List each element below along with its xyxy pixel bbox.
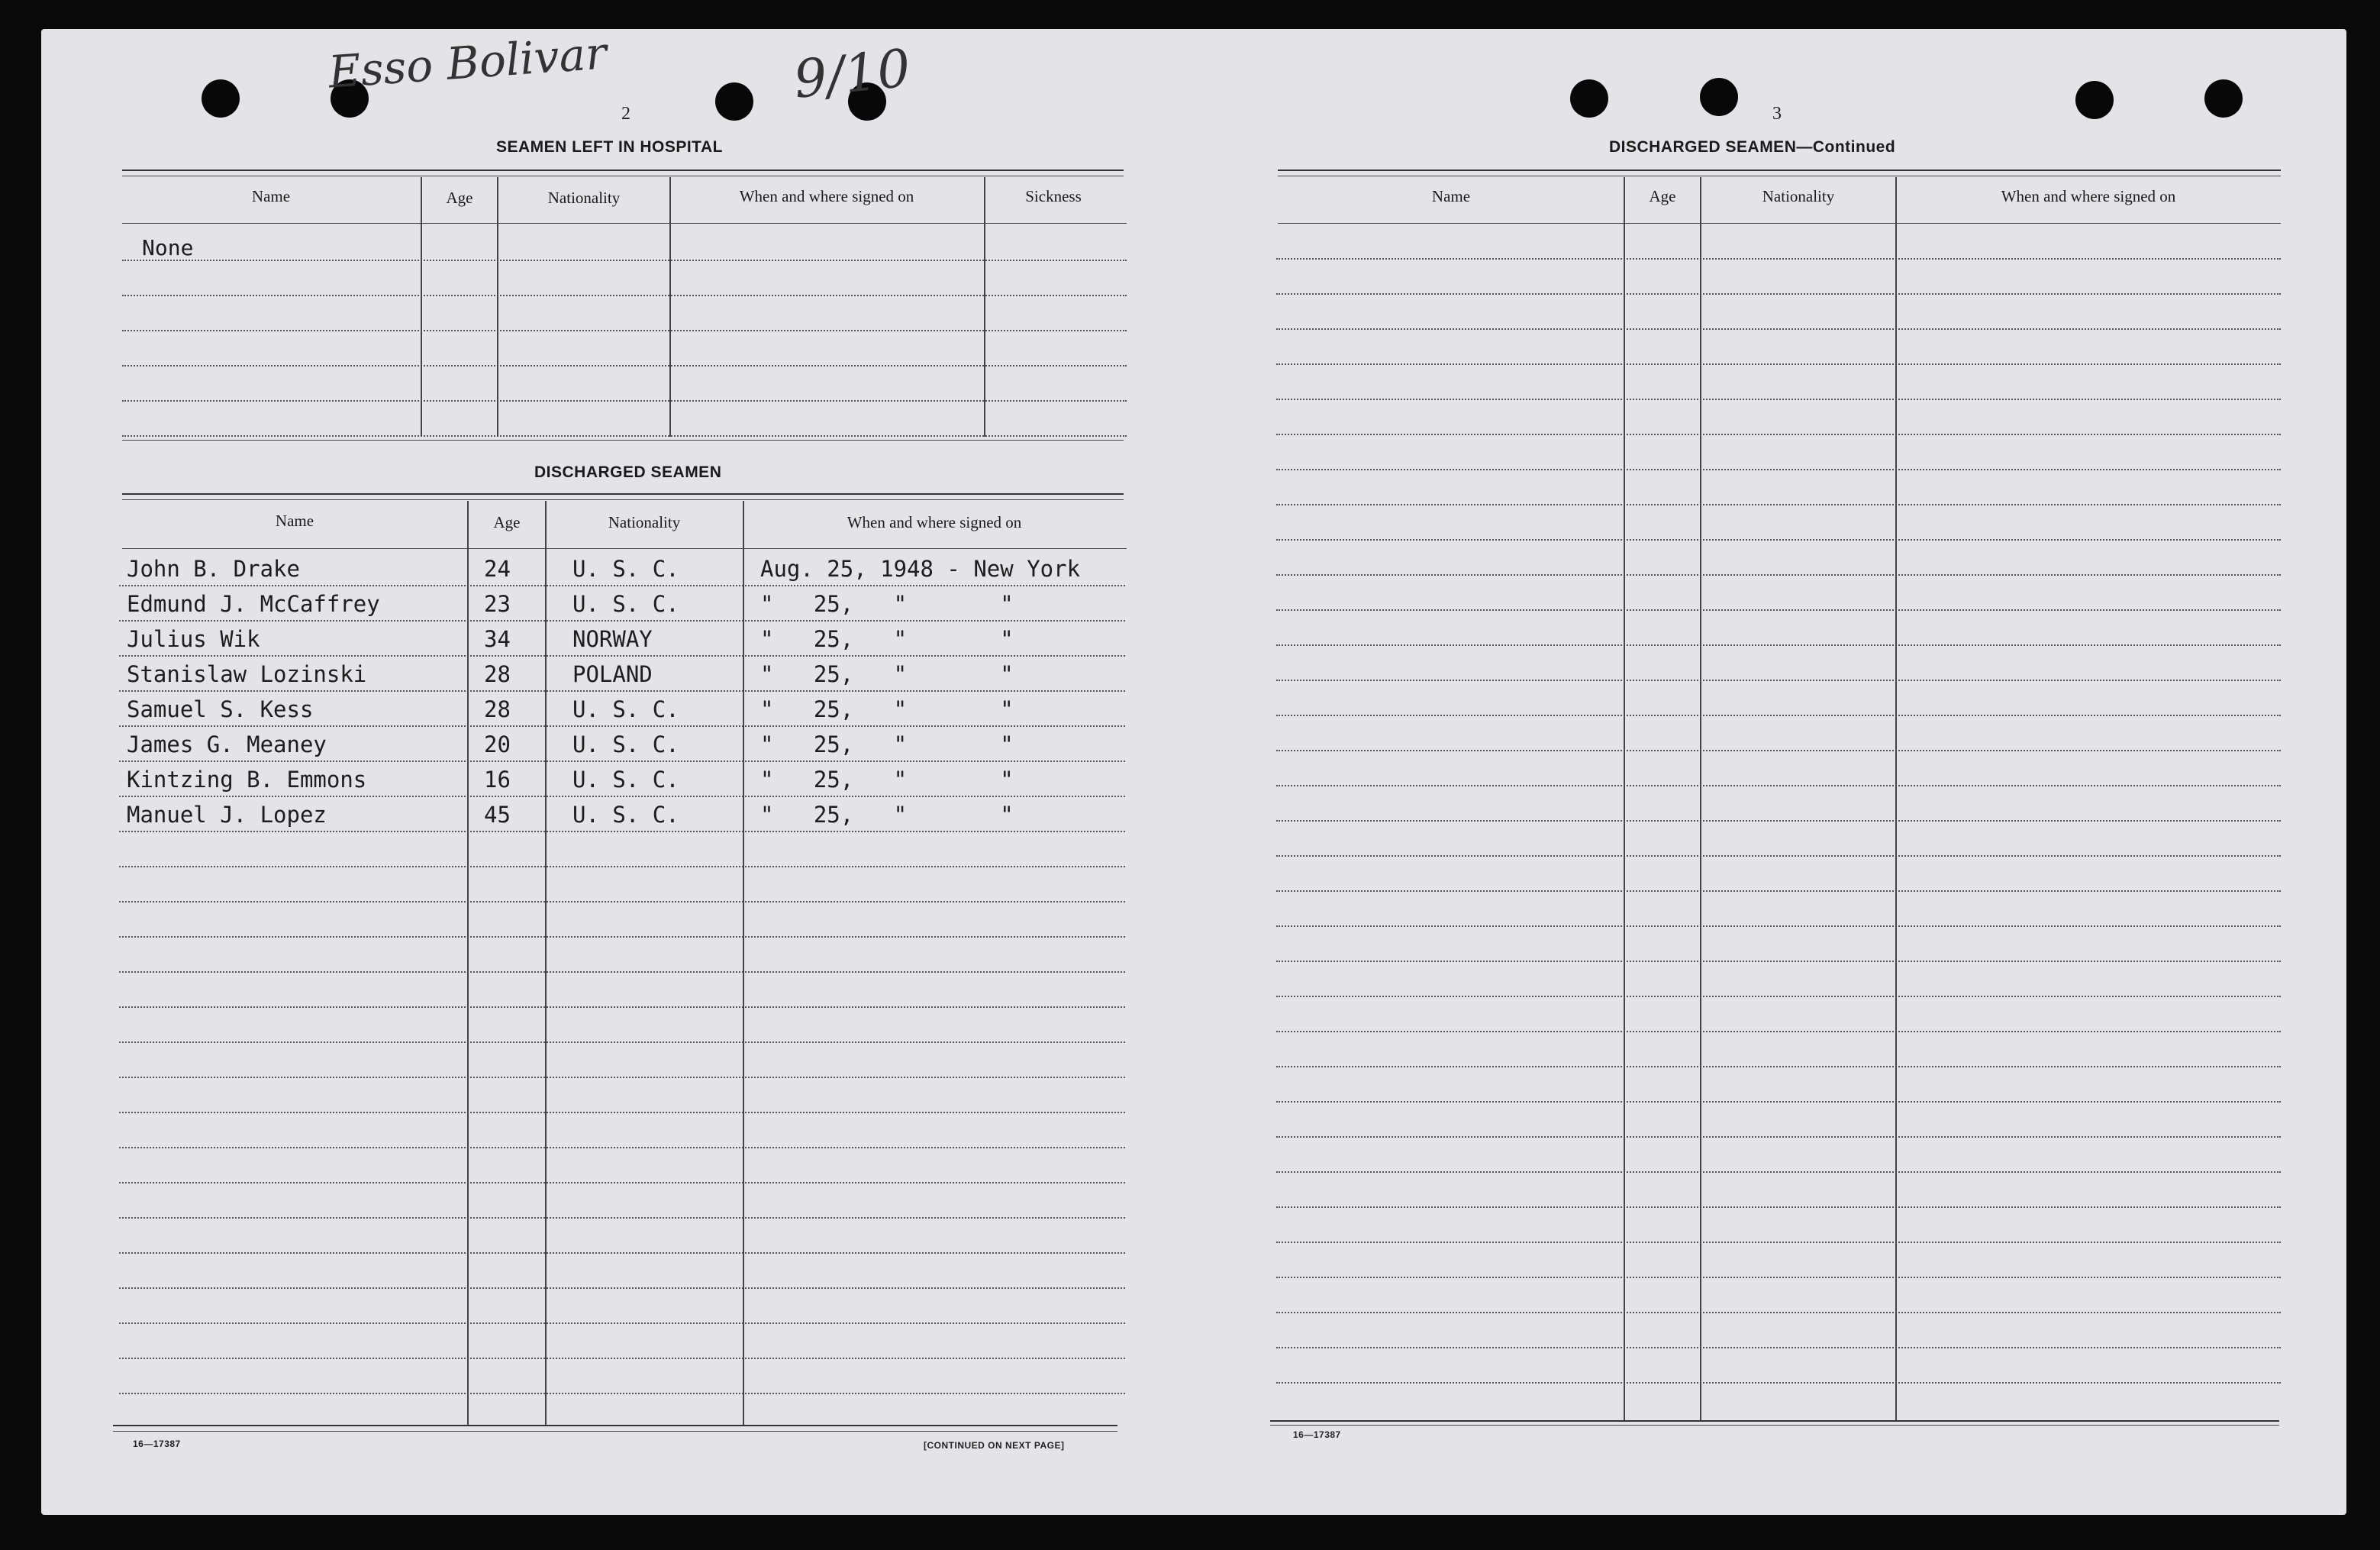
row-rule xyxy=(119,1147,1125,1148)
row-rule xyxy=(1276,504,2281,505)
row-rule xyxy=(119,831,1125,832)
discharged-header-signed-on: When and where signed on xyxy=(847,513,1022,531)
right-header-signed-on: When and where signed on xyxy=(2001,187,2176,205)
right-header-name: Name xyxy=(1431,187,1471,205)
seaman-nationality: U. S. C. xyxy=(572,591,679,617)
row-rule xyxy=(1276,996,2281,997)
seaman-signed-on: " 25, " " xyxy=(760,661,1014,687)
column-rule xyxy=(1700,177,1701,1422)
row-rule xyxy=(119,725,1125,727)
row-rule xyxy=(119,1112,1125,1113)
row-rule xyxy=(122,260,1127,261)
right-table-top-rule xyxy=(1278,170,2281,171)
row-rule xyxy=(1276,890,2281,892)
row-rule xyxy=(119,1252,1125,1254)
column-rule xyxy=(467,501,469,1426)
page-number-left: 2 xyxy=(621,104,630,124)
row-rule xyxy=(1276,855,2281,857)
row-rule xyxy=(1276,363,2281,365)
row-rule xyxy=(119,1182,1125,1183)
column-rule xyxy=(1895,177,1897,1422)
row-rule xyxy=(119,971,1125,973)
row-rule xyxy=(1276,820,2281,822)
hospital-header-rule xyxy=(122,223,1127,224)
row-rule xyxy=(119,1287,1125,1289)
right-table-bottom-rule-2 xyxy=(1270,1425,2279,1426)
seaman-signed-on: " 25, " " xyxy=(760,731,1014,757)
seaman-name: Julius Wik xyxy=(127,626,260,652)
right-header-age: Age xyxy=(1649,187,1676,205)
hospital-header-signed-on: When and where signed on xyxy=(739,187,914,205)
seaman-name: Manuel J. Lopez xyxy=(127,802,327,828)
row-rule xyxy=(119,760,1125,762)
row-rule xyxy=(119,655,1125,657)
row-rule xyxy=(1276,609,2281,611)
row-rule xyxy=(1276,1136,2281,1138)
row-rule xyxy=(1276,785,2281,786)
punch-hole xyxy=(2075,81,2114,119)
discharged-table-bottom-rule-2 xyxy=(113,1431,1117,1432)
page-number-right: 3 xyxy=(1772,104,1782,124)
continued-title-suffix: —Continued xyxy=(1796,138,1896,156)
column-rule xyxy=(497,177,498,437)
column-rule xyxy=(984,177,985,437)
column-rule xyxy=(421,177,422,437)
row-rule xyxy=(119,1006,1125,1008)
row-rule xyxy=(119,796,1125,797)
row-rule xyxy=(1276,1277,2281,1278)
seaman-name: Samuel S. Kess xyxy=(127,696,314,722)
hospital-header-nationality: Nationality xyxy=(547,189,621,207)
seaman-nationality: U. S. C. xyxy=(572,767,679,793)
seaman-nationality: NORWAY xyxy=(572,626,653,652)
discharged-table-top-rule-2 xyxy=(122,499,1124,500)
row-rule xyxy=(119,1322,1125,1324)
seaman-name: Stanislaw Lozinski xyxy=(127,661,367,687)
seaman-signed-on: " 25, " " xyxy=(760,696,1014,722)
row-rule xyxy=(119,1077,1125,1078)
hospital-header-sickness: Sickness xyxy=(1025,187,1082,205)
handwritten-date: 9/10 xyxy=(791,38,914,111)
discharged-table-top-rule xyxy=(122,493,1124,495)
row-rule xyxy=(119,585,1125,586)
punch-hole xyxy=(2204,79,2243,118)
seaman-nationality: POLAND xyxy=(572,661,653,687)
hospital-section-title: SEAMEN LEFT IN HOSPITAL xyxy=(496,138,723,156)
row-rule xyxy=(119,1358,1125,1359)
form-number-left: 16—17387 xyxy=(133,1439,181,1449)
seaman-nationality: U. S. C. xyxy=(572,556,679,582)
punch-hole xyxy=(1700,78,1738,116)
seaman-signed-on: " 25, " " xyxy=(760,626,1014,652)
discharged-section-title: DISCHARGED SEAMEN xyxy=(534,463,722,481)
column-rule xyxy=(743,501,744,1426)
row-rule xyxy=(1276,1312,2281,1313)
continued-title-main: DISCHARGED SEAMEN xyxy=(1609,138,1797,156)
punch-hole xyxy=(202,79,240,118)
hospital-table-top-rule xyxy=(122,170,1124,171)
seaman-age: 24 xyxy=(484,556,511,582)
punch-hole xyxy=(715,82,753,121)
row-rule xyxy=(1276,574,2281,576)
seaman-signed-on: " 25, " " xyxy=(760,802,1014,828)
row-rule xyxy=(122,435,1127,437)
form-number-right: 16—17387 xyxy=(1293,1429,1341,1440)
row-rule xyxy=(1276,434,2281,435)
row-rule xyxy=(122,295,1127,296)
row-rule xyxy=(1276,539,2281,541)
seaman-signed-on: " 25, " " xyxy=(760,591,1014,617)
row-rule xyxy=(122,365,1127,367)
seaman-age: 34 xyxy=(484,626,511,652)
seaman-age: 16 xyxy=(484,767,511,793)
hospital-header-name: Name xyxy=(251,187,291,205)
discharged-header-rule xyxy=(122,548,1127,549)
continued-section-title xyxy=(1609,138,1895,157)
row-rule xyxy=(1276,258,2281,260)
column-rule xyxy=(669,177,671,437)
row-rule xyxy=(1276,961,2281,962)
column-rule xyxy=(1624,177,1625,1422)
row-rule xyxy=(119,1041,1125,1043)
row-rule xyxy=(119,866,1125,867)
discharged-header-nationality: Nationality xyxy=(608,513,681,531)
row-rule xyxy=(119,1393,1125,1394)
row-rule xyxy=(1276,750,2281,751)
seaman-name: James G. Meaney xyxy=(127,731,327,757)
row-rule xyxy=(1276,644,2281,646)
seaman-signed-on: Aug. 25, 1948 - New York xyxy=(760,556,1081,582)
seaman-nationality: U. S. C. xyxy=(572,696,679,722)
hospital-header-age: Age xyxy=(446,189,473,207)
discharged-table-bottom-rule xyxy=(113,1425,1117,1426)
discharged-header-age: Age xyxy=(493,513,521,531)
row-rule xyxy=(1276,680,2281,681)
row-rule xyxy=(1276,328,2281,330)
row-rule xyxy=(1276,715,2281,716)
seaman-age: 20 xyxy=(484,731,511,757)
row-rule xyxy=(119,936,1125,938)
row-rule xyxy=(1276,1066,2281,1067)
row-rule xyxy=(122,400,1127,402)
row-rule xyxy=(119,1217,1125,1219)
row-rule xyxy=(1276,1031,2281,1032)
right-header-rule xyxy=(1278,223,2281,224)
seaman-age: 45 xyxy=(484,802,511,828)
seaman-name: Edmund J. McCaffrey xyxy=(127,591,380,617)
seaman-age: 28 xyxy=(484,661,511,687)
row-rule xyxy=(1276,1171,2281,1173)
hospital-table-bottom-rule xyxy=(122,440,1124,441)
seaman-name: John B. Drake xyxy=(127,556,300,582)
punch-hole xyxy=(1570,79,1608,118)
row-rule xyxy=(119,620,1125,622)
continued-note: [CONTINUED ON NEXT PAGE] xyxy=(924,1440,1065,1451)
row-rule xyxy=(1276,469,2281,470)
right-table-bottom-rule xyxy=(1270,1420,2279,1422)
row-rule xyxy=(119,690,1125,692)
document-sheet xyxy=(41,29,2346,1515)
seaman-name: Kintzing B. Emmons xyxy=(127,767,367,793)
row-rule xyxy=(1276,399,2281,400)
row-rule xyxy=(1276,1347,2281,1348)
row-rule xyxy=(1276,1382,2281,1384)
handwritten-vessel-name: Esso Bolivar xyxy=(327,27,608,98)
seaman-signed-on: " 25, " " xyxy=(760,767,1014,793)
row-rule xyxy=(1276,1101,2281,1103)
seaman-nationality: U. S. C. xyxy=(572,731,679,757)
row-rule xyxy=(1276,1206,2281,1208)
row-rule xyxy=(119,901,1125,903)
discharged-header-name: Name xyxy=(275,512,314,530)
column-rule xyxy=(545,501,547,1426)
seaman-age: 28 xyxy=(484,696,511,722)
row-rule xyxy=(1276,925,2281,927)
row-rule xyxy=(1276,1242,2281,1243)
row-rule xyxy=(122,330,1127,331)
right-header-nationality: Nationality xyxy=(1762,187,1835,205)
row-rule xyxy=(1276,293,2281,295)
seaman-nationality: U. S. C. xyxy=(572,802,679,828)
seaman-age: 23 xyxy=(484,591,511,617)
hospital-entry-none: None xyxy=(142,235,194,260)
